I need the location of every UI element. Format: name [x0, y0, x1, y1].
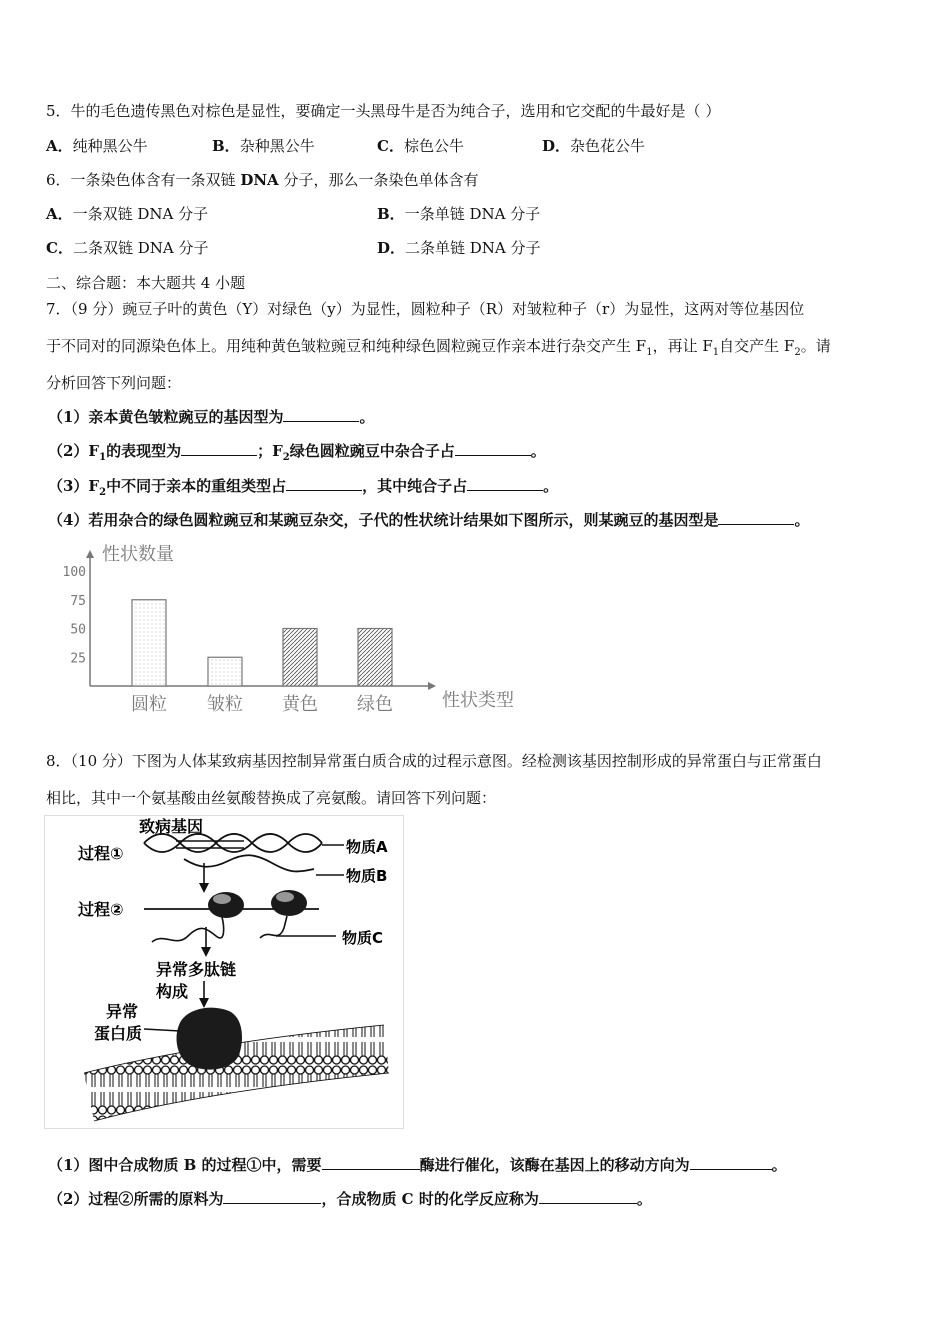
bar — [283, 629, 317, 687]
answer-blank[interactable] — [283, 406, 359, 422]
answer-blank[interactable] — [455, 440, 531, 456]
q8-text: （1）图中合成物质 B 的过程①中，需要 — [48, 1156, 322, 1174]
label-process1: 过程① — [78, 844, 124, 863]
q8-part1 — [48, 1154, 787, 1175]
subscript: 2 — [99, 487, 107, 498]
q7-part2 — [48, 440, 546, 468]
option-text: 一条单链 DNA 分子 — [404, 205, 541, 223]
subscript: 2 — [282, 452, 290, 463]
q7-part3 — [48, 475, 558, 503]
subscript: 2 — [794, 347, 801, 358]
bar — [208, 657, 242, 686]
option-text: 棕色公牛 — [403, 137, 464, 155]
option-letter: A． — [46, 205, 73, 223]
option-letter: D． — [377, 239, 406, 257]
option-letter: D． — [542, 137, 571, 155]
q5-option-b[interactable] — [212, 136, 315, 156]
q7-text: 的表现型为 — [106, 442, 182, 460]
q8-text: 。 — [636, 1190, 652, 1208]
q8-stem-line2: 相比，其中一个氨基酸由丝氨酸替换成了亮氨酸。请回答下列问题： — [46, 789, 497, 807]
answer-blank[interactable] — [467, 475, 543, 491]
x-tick-label: 圆粒 — [131, 694, 167, 715]
q7-p1-text: （1）亲本黄色皱粒豌豆的基因型为 — [48, 408, 284, 426]
x-axis-label: 性状类型 — [442, 690, 514, 711]
q6-option-a[interactable] — [46, 204, 208, 224]
abnormal-protein — [177, 1008, 242, 1070]
q6-option-c[interactable] — [46, 238, 208, 258]
q8-part2 — [48, 1188, 652, 1209]
label-process2: 过程② — [78, 900, 124, 919]
option-text: 杂色花公牛 — [570, 137, 646, 155]
q7-text: 于不同对的同源染色体上。用纯种黄色皱粒豌豆和纯种绿色圆粒豌豆作亲本进行杂交产生 F — [46, 337, 647, 355]
x-axis-arrow-icon — [428, 682, 436, 690]
label-abnormal: 异常 — [106, 1002, 139, 1021]
answer-blank[interactable] — [286, 475, 362, 491]
q7-part4 — [48, 509, 809, 530]
label-matB: 物质B — [346, 867, 388, 885]
q6-stem-pre: 6．一条染色体含有一条双链 — [46, 171, 241, 189]
answer-blank[interactable] — [718, 509, 794, 525]
q6-option-d[interactable] — [377, 238, 541, 258]
y-tick-label: 50 — [70, 622, 86, 638]
q7-p1-end: 。 — [359, 408, 375, 426]
label-peptide: 异常多肽链 — [156, 960, 237, 979]
q6-stem-post: 分子，那么一条染色单体含有 — [278, 171, 479, 189]
q7-text: ，再让 F — [652, 337, 713, 355]
y-tick-label: 75 — [70, 593, 86, 609]
subscript: 1 — [646, 347, 653, 358]
q6-option-b[interactable] — [377, 204, 540, 224]
x-tick-label: 皱粒 — [207, 694, 243, 715]
q5-option-d[interactable] — [542, 136, 645, 156]
q8-text: ，合成物质 C 时的化学反应称为 — [321, 1190, 539, 1208]
bar — [132, 600, 166, 686]
option-letter: B． — [212, 137, 240, 155]
answer-blank[interactable] — [223, 1188, 321, 1204]
q7-text: （2）F — [48, 442, 100, 460]
label-matA: 物质A — [346, 838, 388, 856]
chart-bars — [132, 600, 392, 686]
y-axis-label: 性状数量 — [102, 544, 174, 565]
q5-option-c[interactable] — [377, 136, 464, 156]
q7-stem-line1: 7．（9 分）豌豆子叶的黄色（Y）对绿色（y）为显性，圆粒种子（R）对皱粒种子（r）为显性，这两对等位基因位 — [46, 300, 805, 318]
trait-bar-chart — [50, 538, 550, 728]
answer-blank[interactable] — [322, 1154, 420, 1170]
label-protein: 蛋白质 — [94, 1024, 143, 1043]
q7-text: 绿色圆粒豌豆中杂合子占 — [289, 442, 455, 460]
q7-text: 中不同于亲本的重组类型占 — [106, 477, 287, 495]
x-tick-label: 绿色 — [357, 694, 393, 715]
q7-text: （4）若用杂合的绿色圆粒豌豆和某豌豆杂交，子代的性状统计结果如下图所示，则某豌豆的基因型是 — [48, 511, 719, 529]
answer-blank[interactable] — [181, 440, 257, 456]
q7-text: （3）F — [48, 477, 100, 495]
option-text: 纯种黑公牛 — [72, 137, 148, 155]
q7-text: ；F — [257, 442, 283, 460]
q8-text: 。 — [771, 1156, 787, 1174]
q6-stem — [46, 170, 478, 190]
option-letter: B． — [377, 205, 405, 223]
option-letter: C． — [46, 239, 73, 257]
answer-blank[interactable] — [690, 1154, 772, 1170]
q7-text: 。 — [530, 442, 546, 460]
q7-text: 。 — [543, 477, 559, 495]
q7-part1 — [48, 406, 374, 427]
subscript: 1 — [99, 452, 107, 463]
q5-stem: 5．牛的毛色遗传黑色对棕色是显性，要确定一头黑母牛是否为纯合子，选用和它交配的牛最好是（ ） — [46, 102, 721, 120]
protein-synthesis-diagram — [44, 815, 404, 1129]
section-heading: 二、综合题：本大题共 4 小题 — [46, 274, 246, 292]
option-letter: A． — [46, 137, 73, 155]
answer-blank[interactable] — [539, 1188, 637, 1204]
label-gene: 致病基因 — [139, 817, 204, 836]
q7-text: 自交产生 F — [719, 337, 795, 355]
bar — [358, 629, 392, 687]
q5-option-a[interactable] — [46, 136, 148, 156]
option-letter: C． — [377, 137, 404, 155]
label-constitute: 构成 — [156, 982, 189, 1001]
q8-stem-line1: 8．（10 分）下图为人体某致病基因控制异常蛋白质合成的过程示意图。经检测该基因控制形成的异常蛋白与正常蛋白 — [46, 752, 822, 770]
option-text: 杂种黑公牛 — [239, 137, 315, 155]
q7-stem-line2 — [46, 336, 831, 363]
q8-text: 酶进行催化，该酶在基因上的移动方向为 — [419, 1156, 690, 1174]
y-axis-arrow-icon — [86, 550, 94, 558]
q8-text: （2）过程②所需的原料为 — [48, 1190, 224, 1208]
subscript: 1 — [712, 347, 720, 358]
q7-text: ，其中纯合子占 — [362, 477, 468, 495]
x-tick-label: 黄色 — [282, 694, 318, 715]
option-text: 一条双链 DNA 分子 — [72, 205, 209, 223]
option-text: 二条双链 DNA 分子 — [72, 239, 209, 257]
q7-text: 。 — [794, 511, 810, 529]
option-text: 二条单链 DNA 分子 — [405, 239, 541, 257]
q6-stem-dna: DNA — [240, 171, 279, 189]
q7-stem-line3: 分析回答下列问题： — [46, 374, 182, 392]
y-tick-label: 100 — [62, 565, 86, 580]
label-matC: 物质C — [342, 929, 384, 947]
q7-text: 。请 — [800, 337, 831, 355]
y-tick-label: 25 — [70, 651, 86, 667]
